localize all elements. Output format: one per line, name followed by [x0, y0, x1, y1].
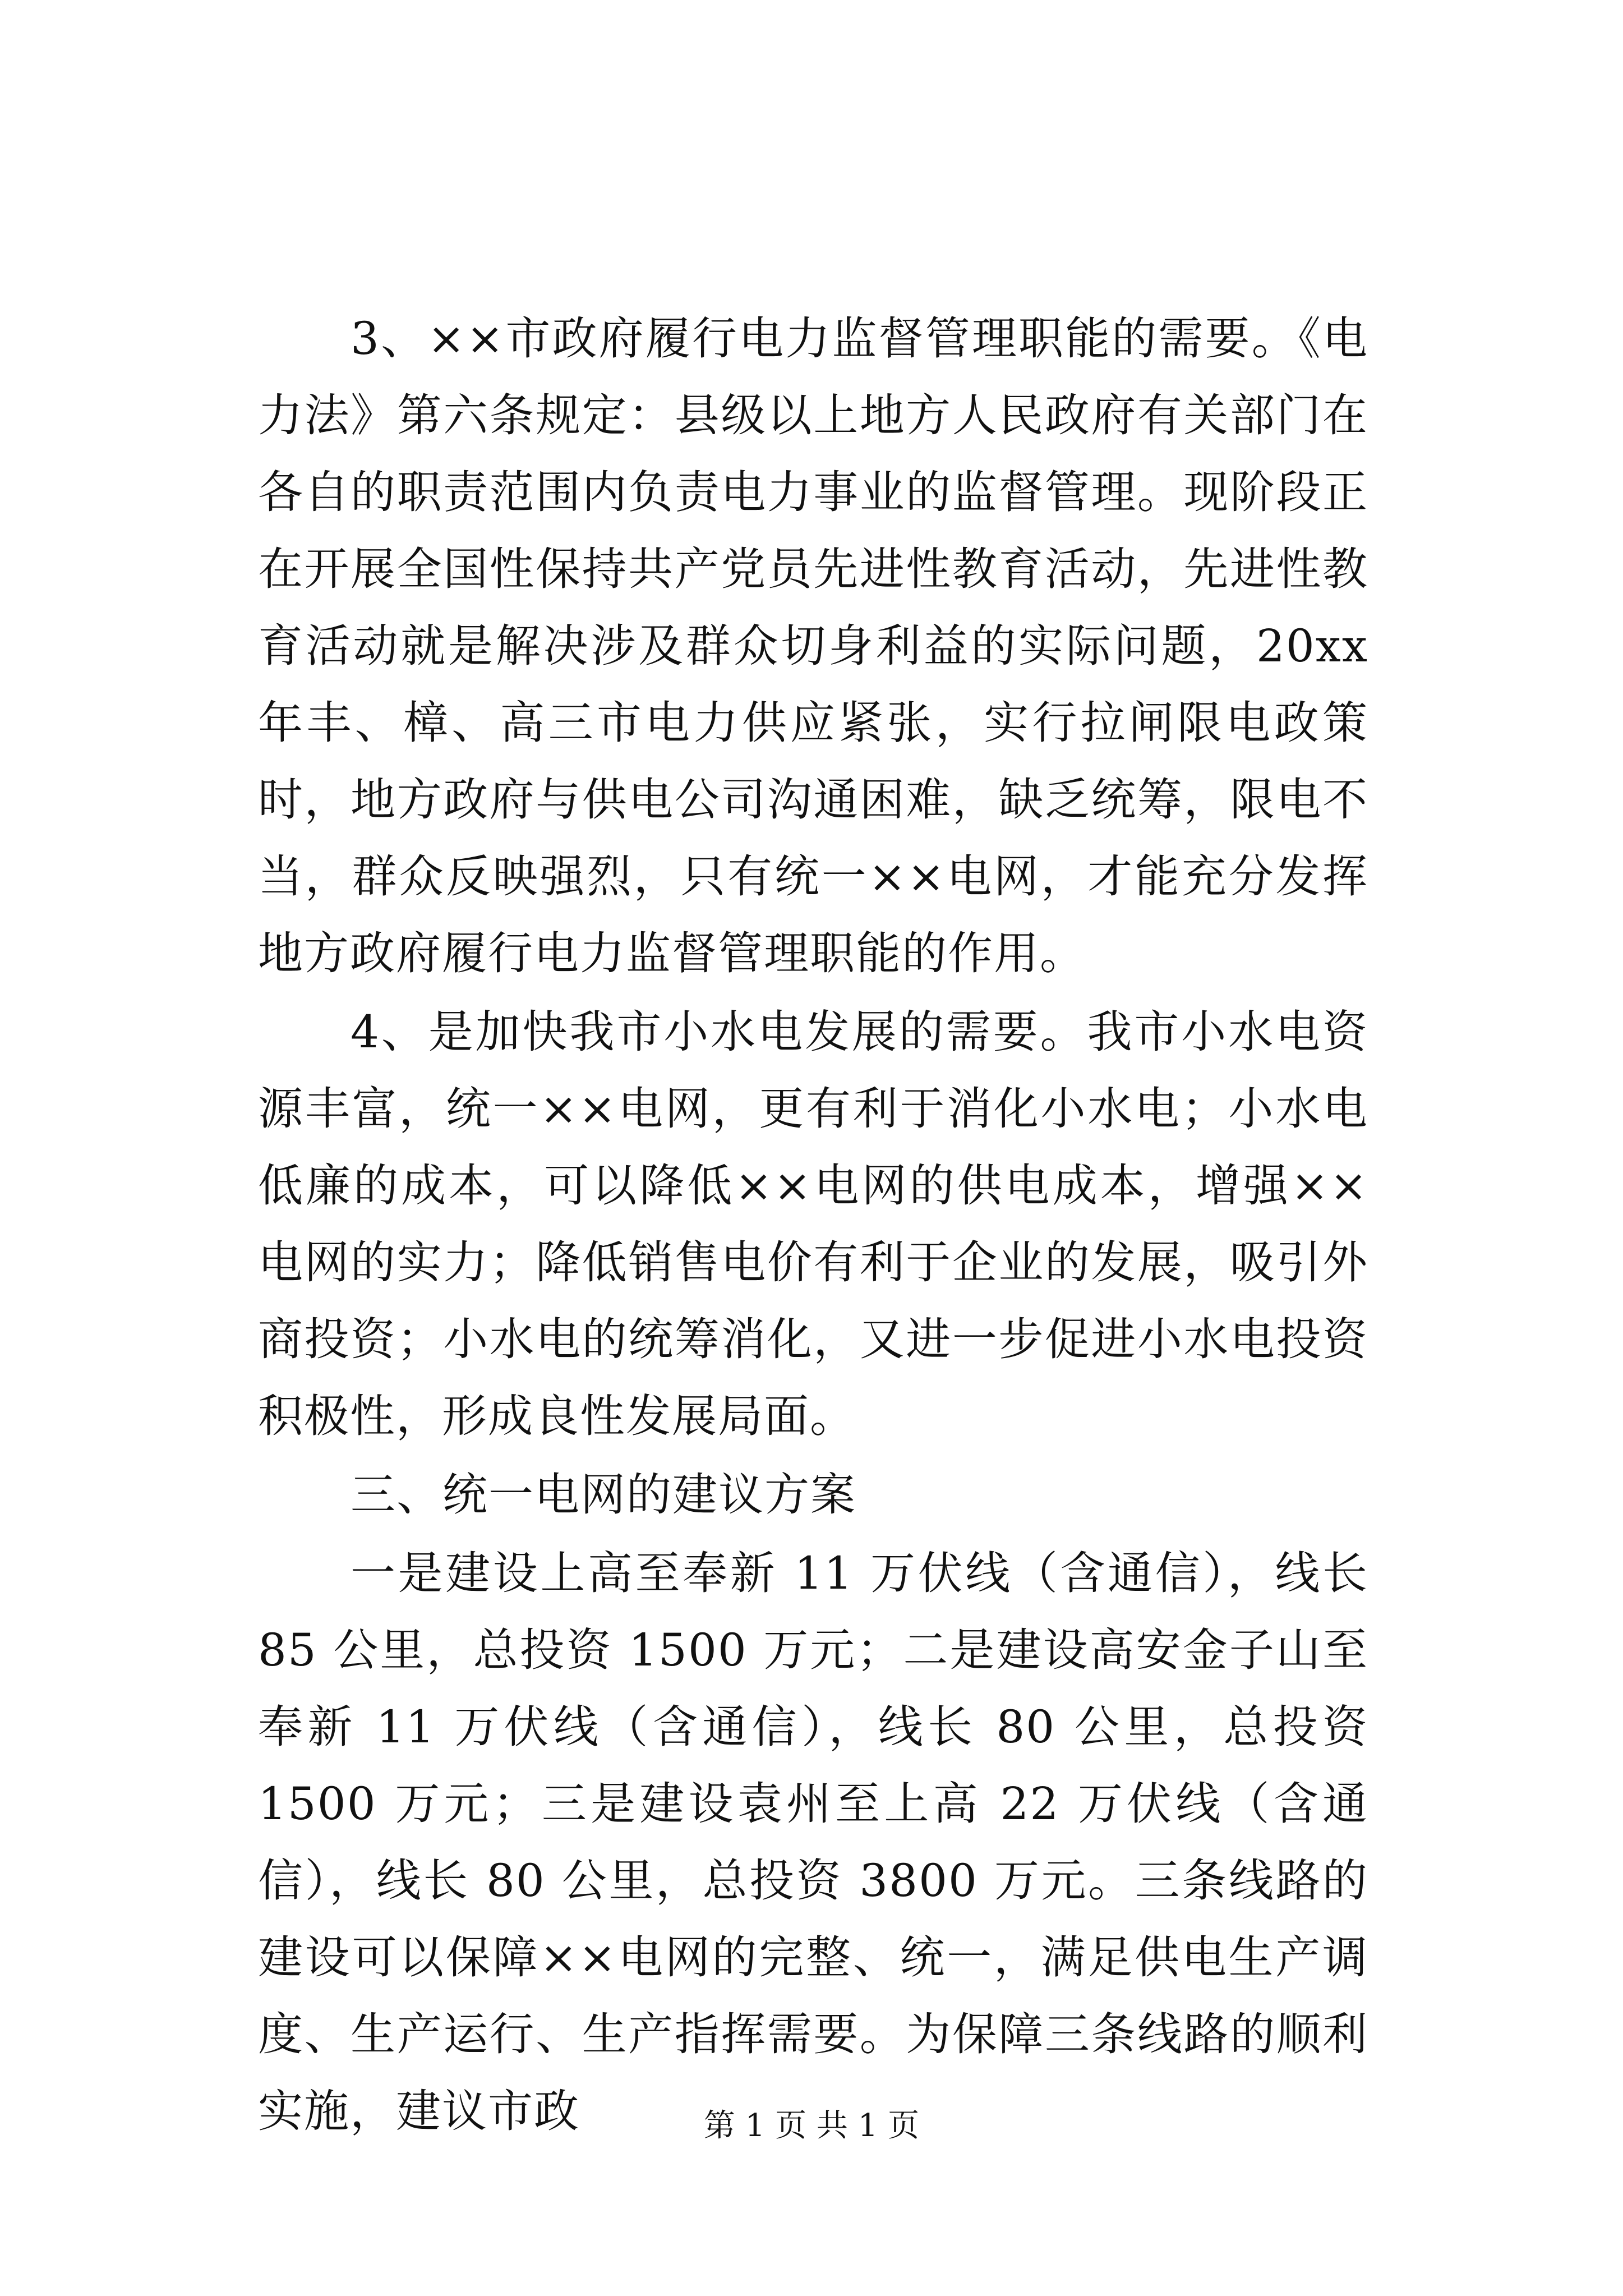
paragraph-small-hydropower: 4、是加快我市小水电发展的需要。我市小水电资源丰富，统一××电网，更有利于消化小水电；小水电低廉的成本，可以降低××电网的供电成本，增强××电网的实力；降低销售电价有利于企业的发展，吸引外商投资；小水电的统筹消化，又进一步促进小水电投资积极性，形成良性发展局面。 — [258, 1006, 1368, 1442]
document-body — [258, 300, 1368, 2150]
paragraph-power-supervision: 3、××市政府履行电力监督管理职能的需要。《电力法》第六条规定：县级以上地方人民政府有关部门在各自的职责范围内负责电力事业的监督管理。现阶段正在开展全国性保持共产党员先进性教育活动，先进性教育活动就是解决涉及群众切身利益的实际问题，20xx 年丰、樟、高三市电力供应紧张，实行拉闸限电政策时，地方政府与供电公司沟通困难，缺乏统筹，限电不当，群众反映强烈，只有统一××电网，才能充分发挥地方政府履行电力监督管理职能的作用。 — [258, 312, 1368, 979]
page-number-footer: 第 1 页 共 1 页 — [703, 2108, 920, 2144]
section-heading-grid-proposal: 三、统一电网的建议方案 — [351, 1469, 856, 1521]
paragraph-line-construction: 一是建设上高至奉新 11 万伏线（含通信），线长 85 公里，总投资 1500 万元；二是建设高安金子山至奉新 11 万伏线（含通信），线长 80 公里，总投资 1500 万元；三是建设袁州至上高 22 万伏线（含通信），线长 80 公里，总投资 3800 万元。三条线路的建设可以保障××电网的完整、统一，满足供电生产调度、生产运行、生产指挥需要。为保障三条线路的顺利实施，建议市政 — [258, 1547, 1368, 2137]
